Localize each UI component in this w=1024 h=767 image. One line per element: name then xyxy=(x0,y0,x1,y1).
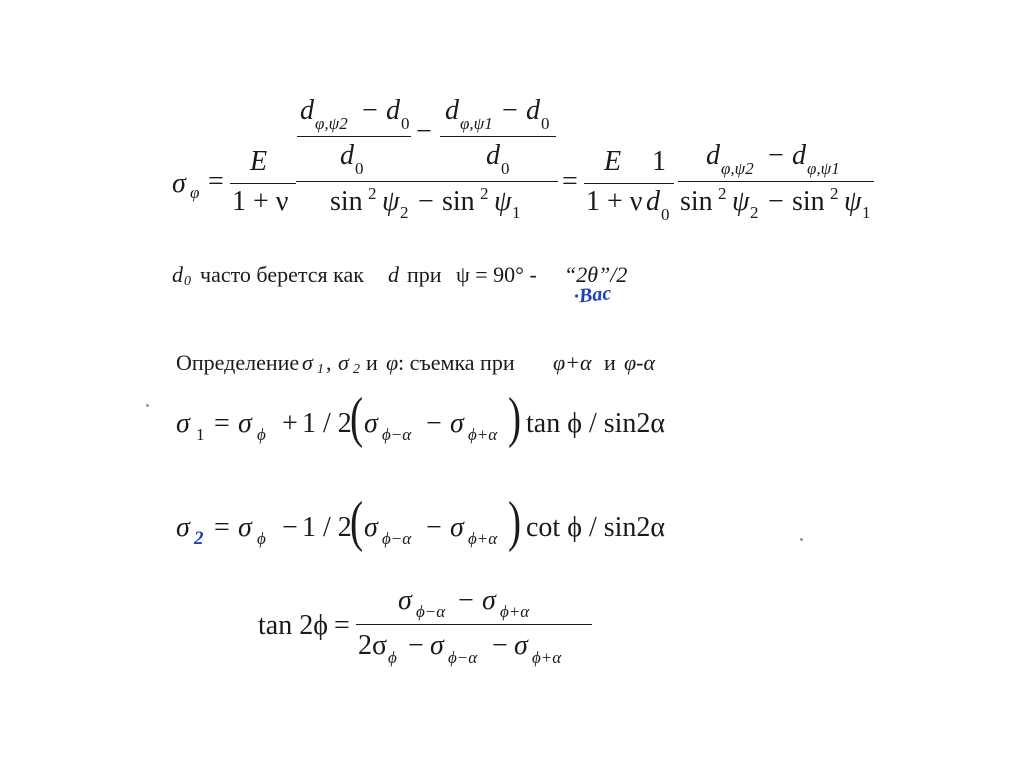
right-paren: ) xyxy=(508,387,522,449)
conjunction: и xyxy=(604,350,616,375)
fraction-bar xyxy=(440,136,556,137)
equals-sign: = xyxy=(214,408,230,439)
minus-sign: − xyxy=(426,408,442,439)
plus-sign: + xyxy=(282,408,298,439)
subscript: φ,ψ2 xyxy=(721,159,754,178)
superscript: 2 xyxy=(830,184,839,203)
comma: , xyxy=(326,350,332,375)
fraction-bar xyxy=(297,136,411,137)
equals-sign: = xyxy=(562,166,578,197)
subscript: φ,ψ1 xyxy=(460,114,493,133)
superscript: 2 xyxy=(718,184,727,203)
sigma-symbol: σ xyxy=(398,585,412,616)
conjunction: и xyxy=(366,350,378,375)
trig-tail: tan ϕ / sin2α xyxy=(526,408,666,439)
sin-function: sin xyxy=(792,186,825,217)
minus-sign: − xyxy=(282,512,298,543)
sigma-symbol: σ xyxy=(238,512,252,543)
equals-sign: = xyxy=(334,610,350,641)
handwritten-note: ·Bac xyxy=(572,282,613,308)
subscript: 2 xyxy=(353,362,360,377)
subscript: ϕ−α xyxy=(382,529,412,548)
main-fraction-bar xyxy=(296,181,558,182)
sin-function: sin xyxy=(330,186,363,217)
phi-minus-alpha: φ-α xyxy=(624,350,656,375)
subscript: 1 xyxy=(512,203,521,222)
subscript: 0 xyxy=(501,159,510,178)
subscript: 2 xyxy=(400,203,409,222)
minus-sign: − xyxy=(418,186,434,217)
d-symbol: d xyxy=(526,95,540,126)
d-symbol: d xyxy=(486,140,500,171)
minus-sign: − xyxy=(768,140,784,171)
tan-lhs: tan 2ϕ xyxy=(258,610,328,641)
subscript: φ,ψ2 xyxy=(315,114,348,133)
d-symbol: d xyxy=(300,95,314,126)
d-symbol: d xyxy=(445,95,459,126)
minus-sign: − xyxy=(362,95,378,126)
minus-sign: − xyxy=(426,512,442,543)
sigma-symbol: σ xyxy=(176,408,190,439)
sigma-symbol: σ xyxy=(514,630,528,661)
phi-plus-alpha: φ+α xyxy=(553,350,592,375)
subscript: ϕ+α xyxy=(468,529,498,548)
superscript: 2 xyxy=(480,184,489,203)
numeral-one: 1 xyxy=(652,146,666,177)
subscript: ϕ xyxy=(257,529,266,548)
subscript: 0 xyxy=(184,274,191,289)
d-symbol: d xyxy=(792,140,806,171)
equals-sign: = xyxy=(208,166,224,197)
subscript: 0 xyxy=(401,114,410,133)
subscript: φ xyxy=(190,183,200,202)
sigma-symbol: σ xyxy=(302,350,313,375)
minus-sign: − xyxy=(502,95,518,126)
subscript: ϕ xyxy=(388,648,397,667)
right-paren: ) xyxy=(508,491,522,553)
left-paren: ( xyxy=(350,387,364,449)
d-symbol: d xyxy=(388,262,399,287)
d-symbol: d xyxy=(646,186,660,217)
d-symbol: d xyxy=(340,140,354,171)
angle-condition: ψ = 90° - xyxy=(456,262,537,287)
left-paren: ( xyxy=(350,491,364,553)
psi-symbol: ψ xyxy=(494,186,512,217)
scan-speck xyxy=(146,404,149,407)
fraction-bar xyxy=(230,183,296,184)
note-text: при xyxy=(407,262,442,287)
sin-function: sin xyxy=(680,186,713,217)
subscript: 0 xyxy=(355,159,364,178)
subscript: 1 xyxy=(196,425,205,444)
trig-tail: cot ϕ / sin2α xyxy=(526,512,666,543)
two-theta-half: “2θ”/2 xyxy=(564,262,628,287)
subscript: 2 xyxy=(750,203,759,222)
sigma-symbol: σ xyxy=(172,168,186,199)
subscript: ϕ−α xyxy=(416,602,446,621)
subscript: ϕ−α xyxy=(448,648,478,667)
subscript: 0 xyxy=(661,205,670,224)
one-half: 1 / 2 xyxy=(302,512,352,543)
superscript: 2 xyxy=(368,184,377,203)
d-symbol: d xyxy=(386,95,400,126)
one-plus-nu: 1 + ν xyxy=(586,186,643,217)
sigma-symbol: σ xyxy=(364,408,378,439)
fraction-bar xyxy=(648,183,674,184)
modulus-E: E xyxy=(604,146,622,177)
psi-symbol: ψ xyxy=(382,186,400,217)
d-symbol: d xyxy=(706,140,720,171)
sin-function: sin xyxy=(442,186,475,217)
sigma-symbol: σ xyxy=(338,350,349,375)
sigma-symbol: σ xyxy=(450,512,464,543)
fraction-bar xyxy=(678,181,874,182)
sigma-symbol: σ xyxy=(176,512,190,543)
fraction-bar xyxy=(584,183,650,184)
subscript: φ,ψ1 xyxy=(807,159,840,178)
d-symbol: d xyxy=(172,262,183,287)
minus-sign: − xyxy=(416,116,432,147)
subscript: 1 xyxy=(862,203,871,222)
subscript: ϕ−α xyxy=(382,425,412,444)
sigma-symbol: σ xyxy=(430,630,444,661)
modulus-E: E xyxy=(250,146,268,177)
psi-symbol: ψ xyxy=(844,186,862,217)
minus-sign: − xyxy=(492,630,508,661)
handwritten-subscript: 2 xyxy=(194,528,204,549)
psi-symbol: ψ xyxy=(732,186,750,217)
minus-sign: − xyxy=(458,585,474,616)
sigma-symbol: σ xyxy=(482,585,496,616)
note-text: часто берется как xyxy=(200,262,364,287)
one-plus-nu: 1 + ν xyxy=(232,186,289,217)
sigma-symbol: σ xyxy=(238,408,252,439)
sigma-symbol: σ xyxy=(450,408,464,439)
one-half: 1 / 2 xyxy=(302,408,352,439)
equals-sign: = xyxy=(214,512,230,543)
minus-sign: − xyxy=(768,186,784,217)
sigma-symbol: σ xyxy=(364,512,378,543)
subscript: ϕ+α xyxy=(500,602,530,621)
section-label: Определение xyxy=(176,350,300,375)
phi-symbol: φ xyxy=(386,350,399,375)
subscript: 0 xyxy=(541,114,550,133)
subscript: ϕ+α xyxy=(532,648,562,667)
subscript: ϕ xyxy=(257,425,266,444)
subscript: 1 xyxy=(317,362,324,377)
two-sigma: 2σ xyxy=(358,630,388,661)
subscript: ϕ+α xyxy=(468,425,498,444)
section-text: : съемка при xyxy=(398,350,515,375)
scan-speck xyxy=(800,538,803,541)
fraction-bar xyxy=(356,624,592,625)
minus-sign: − xyxy=(408,630,424,661)
